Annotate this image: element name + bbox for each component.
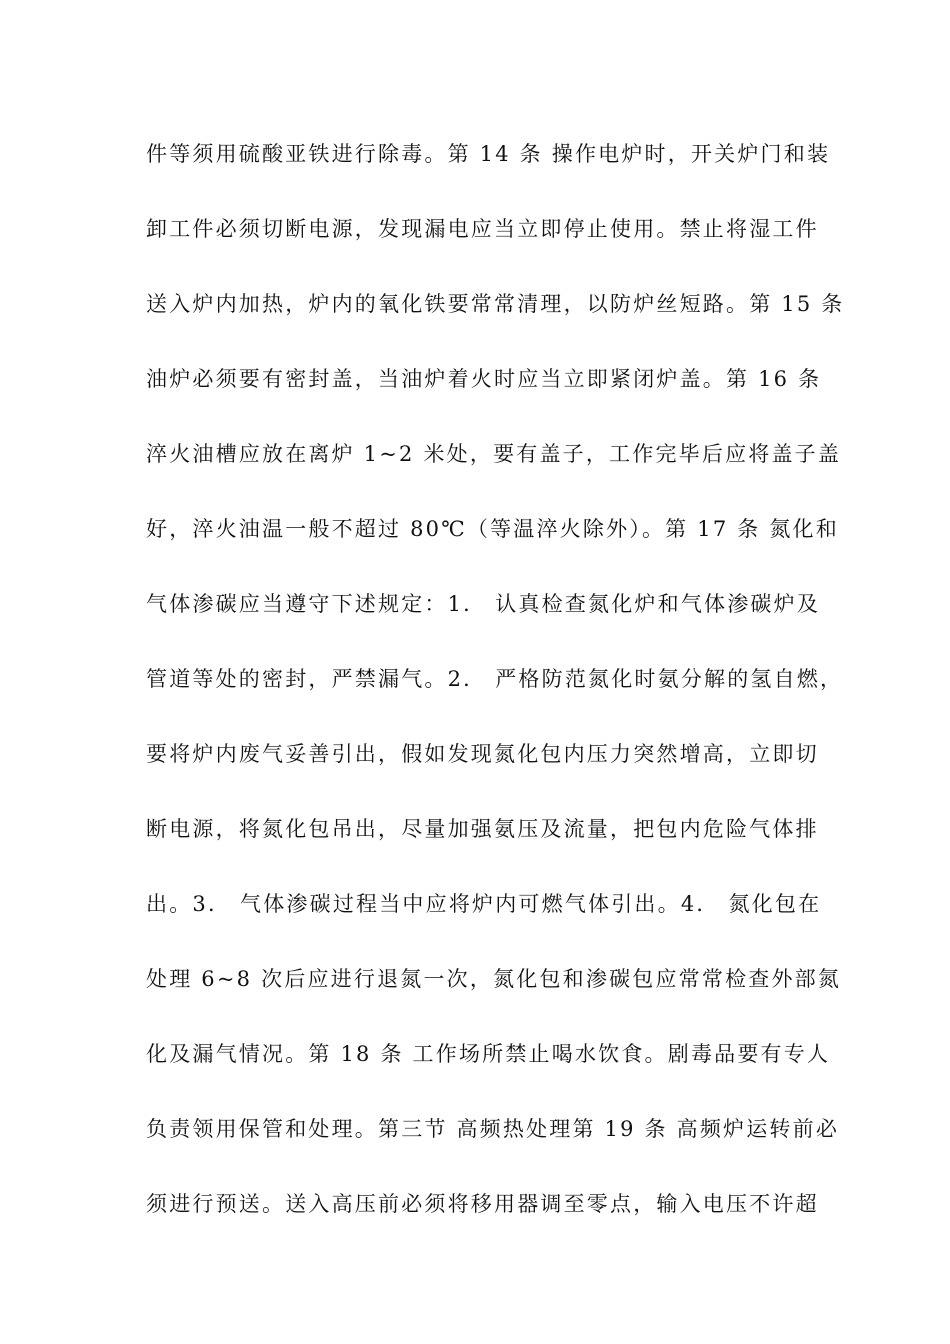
text-line-10: 断电源，将氮化包吊出，尽量加强氨压及流量，把包内危险气体排 — [146, 817, 819, 841]
text-line-1: 件等须用硫酸亚铁进行除毒。第 14 条 操作电炉时，开关炉门和装 — [146, 142, 831, 166]
text-line-4: 油炉必须要有密封盖，当油炉着火时应当立即紧闭炉盖。第 16 条 — [146, 367, 822, 391]
text-line-14: 负责领用保管和处理。第三节 高频热处理第 19 条 高频炉运转前必 — [146, 1117, 840, 1141]
body-text — [146, 130, 845, 1255]
text-line-7: 气体渗碳应当遵守下述规定：1． 认真检查氮化炉和气体渗碳炉及 — [146, 592, 821, 616]
text-line-15: 须进行预送。送入高压前必须将移用器调至零点，输入电压不许超 — [146, 1192, 819, 1216]
text-line-3: 送入炉内加热，炉内的氧化铁要常常清理，以防炉丝短路。第 15 条 — [146, 292, 845, 316]
text-line-9: 要将炉内废气妥善引出，假如发现氮化包内压力突然增高，立即切 — [146, 742, 819, 766]
text-line-12: 处理 6~8 次后应进行退氮一次，氮化包和渗碳包应常常检查外部氮 — [146, 967, 842, 991]
text-line-11: 出。3． 气体渗碳过程当中应将炉内可燃气体引出。4． 氮化包在 — [146, 892, 822, 916]
text-line-5: 淬火油槽应放在离炉 1~2 米处，要有盖子，工作完毕后应将盖子盖 — [146, 442, 842, 466]
text-line-8: 管道等处的密封，严禁漏气。2． 严格防范氮化时氨分解的氢自燃， — [146, 667, 844, 691]
text-line-6: 好，淬火油温一般不超过 80℃（等温淬火除外）。第 17 条 氮化和 — [146, 517, 839, 541]
text-line-13: 化及漏气情况。第 18 条 工作场所禁止喝水饮食。剧毒品要有专人 — [146, 1042, 831, 1066]
text-line-2: 卸工件必须切断电源，发现漏电应当立即停止使用。禁止将湿工件 — [146, 217, 819, 241]
